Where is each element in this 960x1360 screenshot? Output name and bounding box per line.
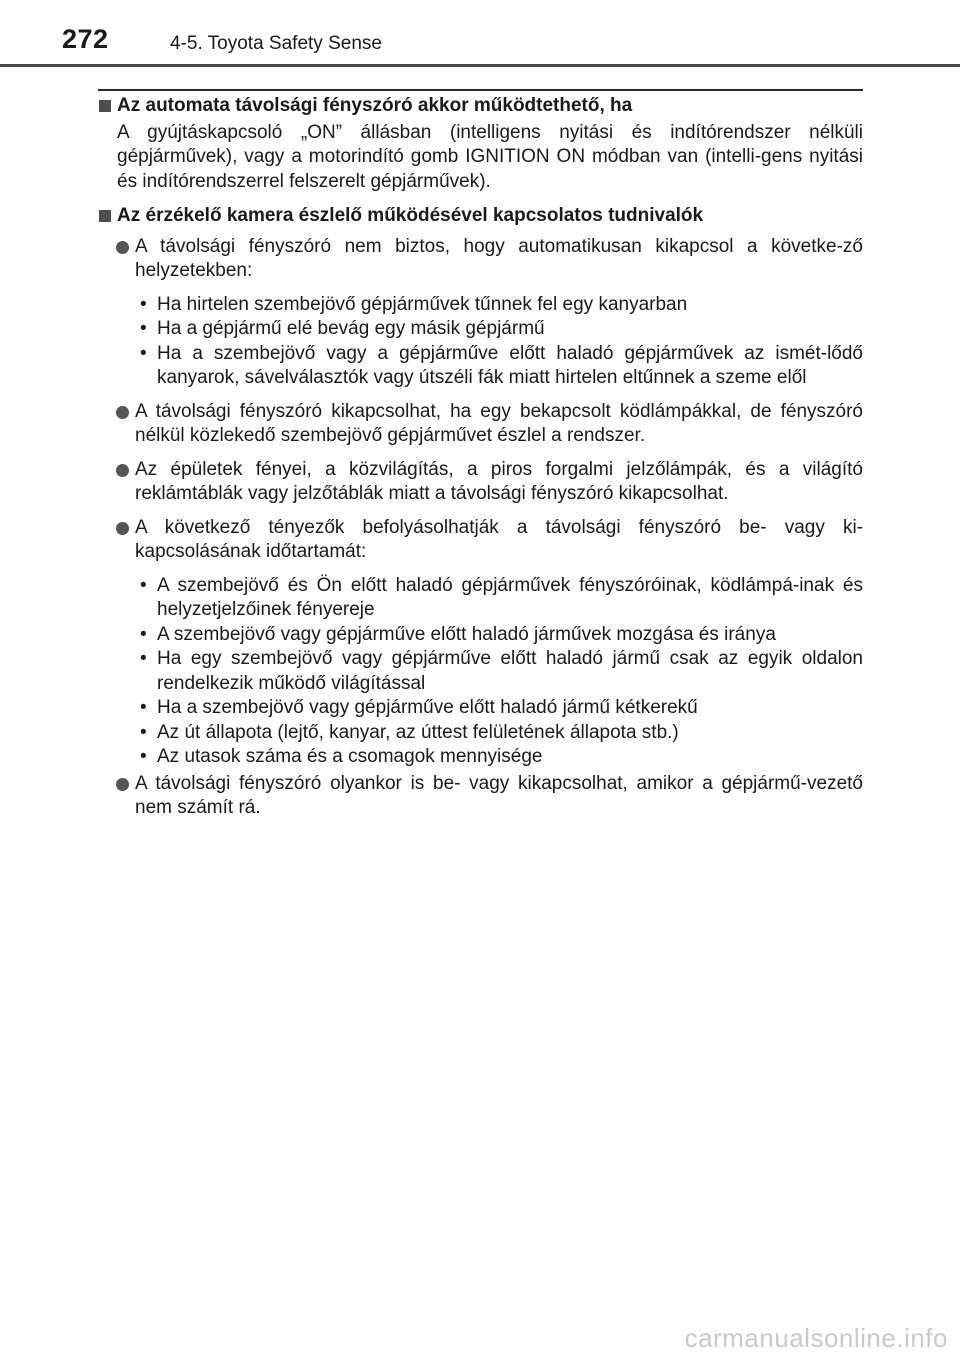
content-divider [98,89,863,91]
section-heading-text: Az érzékelő kamera észlelő működésével kapcsolatos tudnivalók [117,205,704,226]
list-item-text: Az épületek fényei, a közvilágítás, a piros forgalmi jelzőlámpák, és a világító reklámtáblák vagy jelzőtáblák miatt a távolsági fényszóró kikapcsolhat. [135,458,863,504]
sub-list-item-text: A szembejövő vagy gépjárműve előtt haladó járművek mozgása és iránya [157,623,776,645]
circle-bullet-icon [116,406,129,419]
list-item [98,516,863,565]
square-bullet-icon [99,210,111,222]
section-title: 4-5. Toyota Safety Sense [170,33,382,54]
sub-list-item-text: Ha hirtelen szembejövő gépjárművek tűnnek fel egy kanyarban [157,293,688,315]
page-header [0,0,960,66]
sub-list-item-text: Az út állapota (lejtő, kanyar, az úttest felületének állapota stb.) [157,721,679,743]
dot-bullet-icon: • [140,293,147,315]
sub-list-item-text: Ha a gépjármű elé bevág egy másik gépjármű [157,318,545,339]
sub-list-item [98,647,863,696]
list-item-text: A távolsági fényszóró olyankor is be- vagy kikapcsolhat, amikor a gépjármű-vezető nem számít rá. [135,772,863,818]
sub-list-item [98,721,863,746]
dot-bullet-icon: • [140,342,147,364]
sub-list [98,574,863,770]
dot-bullet-icon: • [140,721,147,743]
page-number: 272 [62,24,109,54]
circle-bullet-icon [116,241,129,254]
circle-bullet-icon [116,778,129,791]
section-heading-text: Az automata távolsági fényszóró akkor működtethető, ha [117,95,633,116]
list-item-text: A távolsági fényszóró nem biztos, hogy automatikusan kikapcsol a követke-ző helyzetekben: [135,235,863,281]
section-paragraph: A gyújtáskapcsoló „ON” állásban (intelligens nyitási és indítórendszer nélküli gépjárművek), vagy a motorindító gomb IGNITION ON módban van (intelli-gens nyitási és indítórendszerrel felszerelt gépjárművek). [117,121,863,192]
dot-bullet-icon: • [140,318,147,339]
list-item-text: A következő tényezők befolyásolhatják a távolsági fényszóró be- vagy ki-kapcsolásának időtartamát: [135,516,863,562]
square-bullet-icon [99,100,111,112]
list-item [98,772,863,821]
sub-list-item-text: A szembejövő és Ön előtt haladó gépjárművek fényszóróinak, ködlámpá-inak és helyzetjelzőinek fényereje [157,574,863,620]
circle-bullet-icon [116,522,129,535]
list-item-text: A távolsági fényszóró kikapcsolhat, ha egy bekapcsolt ködlámpákkal, de fényszóró nélkül közlekedő szembejövő gépjárművet észlel a rendszer. [135,400,863,446]
sub-list-item [98,342,863,391]
list-item [98,458,863,507]
dot-bullet-icon: • [140,697,147,718]
watermark: carmanualsonline.info [684,1323,948,1353]
dot-bullet-icon: • [140,746,147,767]
dot-bullet-icon: • [140,574,147,596]
header-rule [0,64,960,67]
sub-list-item [98,623,863,648]
circle-bullet-icon [116,464,129,477]
sub-list-item [98,696,863,721]
sub-list-item [98,574,863,623]
sub-list-item [98,317,863,342]
sub-list-item-text: Ha a szembejövő vagy gépjárműve előtt haladó jármű kétkerekű [157,697,698,718]
dot-bullet-icon: • [140,623,147,645]
dot-bullet-icon: • [140,648,147,669]
page-content [98,94,863,821]
list-item [98,400,863,449]
section-heading [98,204,863,229]
section-heading [98,94,863,119]
sub-list-item-text: Ha egy szembejövő vagy gépjárműve előtt haladó jármű csak az egyik oldalon rendelkezik működő világítással [157,648,863,694]
sub-list-item-text: Ha a szembejövő vagy a gépjárműve előtt haladó gépjárművek az ismét-lődő kanyarok, sávelválasztók vagy útszéli fák miatt hirtelen eltűnnek a szeme elől [157,342,863,388]
sub-list-item [98,293,863,318]
list-item [98,235,863,284]
sub-list-item-text: Az utasok száma és a csomagok mennyisége [157,746,543,767]
sub-list-item [98,745,863,770]
sub-list [98,293,863,391]
